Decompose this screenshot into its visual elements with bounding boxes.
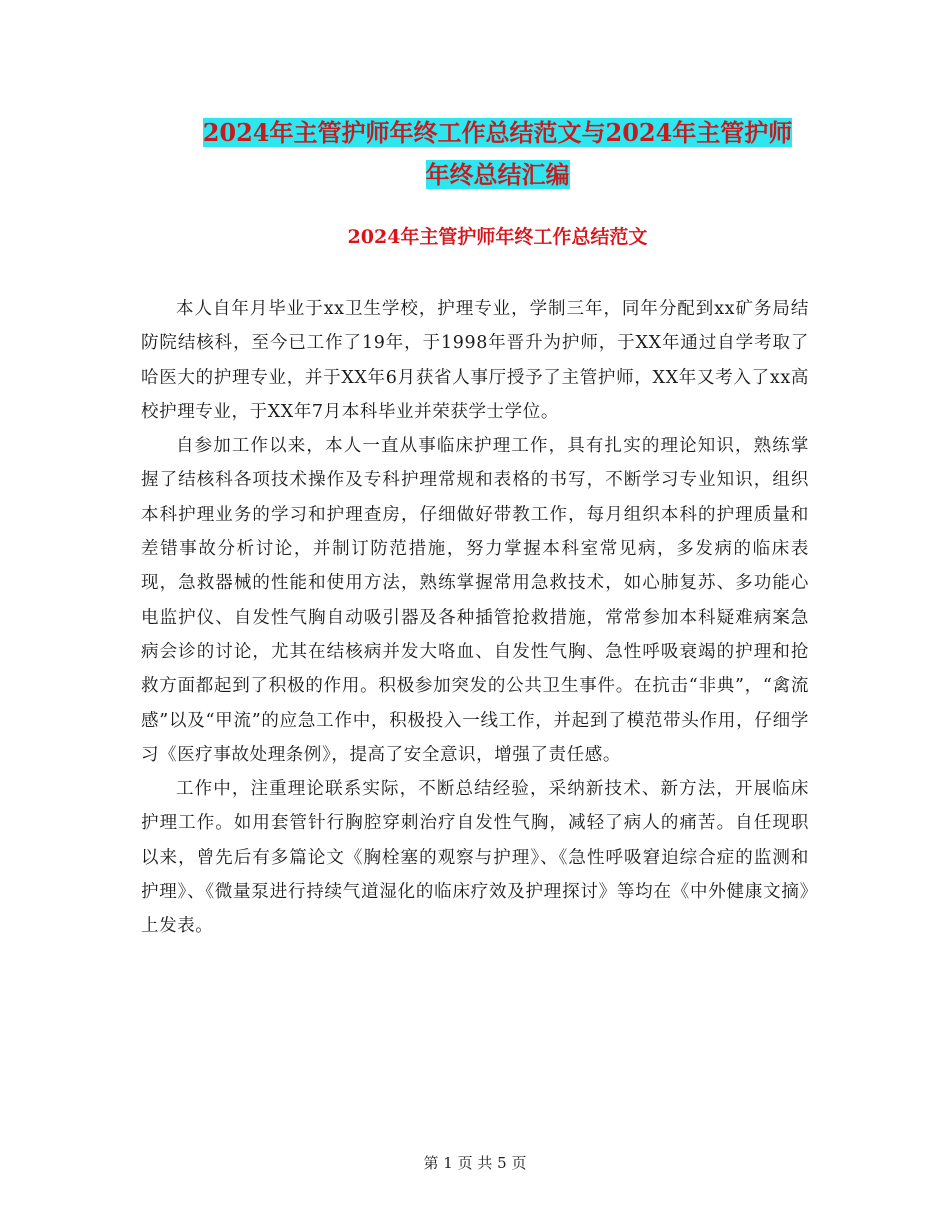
page-footer bbox=[0, 1152, 950, 1173]
page-number-label: 第 1 页 共 5 页 bbox=[423, 1154, 527, 1172]
section-title: 2024年主管护师年终工作总结范文 bbox=[347, 226, 648, 248]
document-title-line-2: 年终总结汇编 bbox=[425, 160, 570, 189]
document-title-line-1: 2024年主管护师年终工作总结范文与2024年主管护师 bbox=[202, 118, 793, 147]
body-paragraph: 本人自年月毕业于xx卫生学校，护理专业，学制三年，同年分配到xx矿务局结防院结核科，至今已工作了19年，于1998年晋升为护师，于XX年通过自学考取了哈医大的护理专业，并于XX年6月获省人事厅授予了主管护师，XX年又考入了xx高校护理专业，于XX年7月本科毕业并荣获学士学位。 bbox=[141, 299, 809, 422]
body-paragraph: 工作中，注重理论联系实际，不断总结经验，采纳新技术、新方法，开展临床护理工作。如用套管针行胸腔穿刺治疗自发性气胸，减轻了病人的痛苦。自任现职以来，曾先后有多篇论文《胸栓塞的观察与护理》、《急性呼吸窘迫综合症的监测和护理》、《微量泵进行持续气道湿化的临床疗效及护理探讨》等均在《中外健康文摘》上发表。 bbox=[141, 779, 809, 937]
document-title bbox=[140, 112, 855, 196]
document-body bbox=[141, 292, 809, 944]
body-paragraph: 自参加工作以来，本人一直从事临床护理工作，具有扎实的理论知识，熟练掌握了结核科各项技术操作及专科护理常规和表格的书写，不断学习专业知识，组织本科护理业务的学习和护理查房，仔细做好带教工作，每月组织本科的护理质量和差错事故分析讨论，并制订防范措施，努力掌握本科室常见病，多发病的临床表现，急救器械的性能和使用方法，熟练掌握常用急救技术，如心肺复苏、多功能心电监护仪、自发性气胸自动吸引器及各种插管抢救措施，常常参加本科疑难病案急病会诊的讨论，尤其在结核病并发大咯血、自发性气胸、急性呼吸衰竭的护理和抢救方面都起到了积极的作用。积极参加突发的公共卫生事件。在抗击“非典”，“禽流感”以及“甲流”的应急工作中，积极投入一线工作，并起到了模范带头作用，仔细学习《医疗事故处理条例》，提高了安全意识，增强了责任感。 bbox=[141, 436, 809, 765]
